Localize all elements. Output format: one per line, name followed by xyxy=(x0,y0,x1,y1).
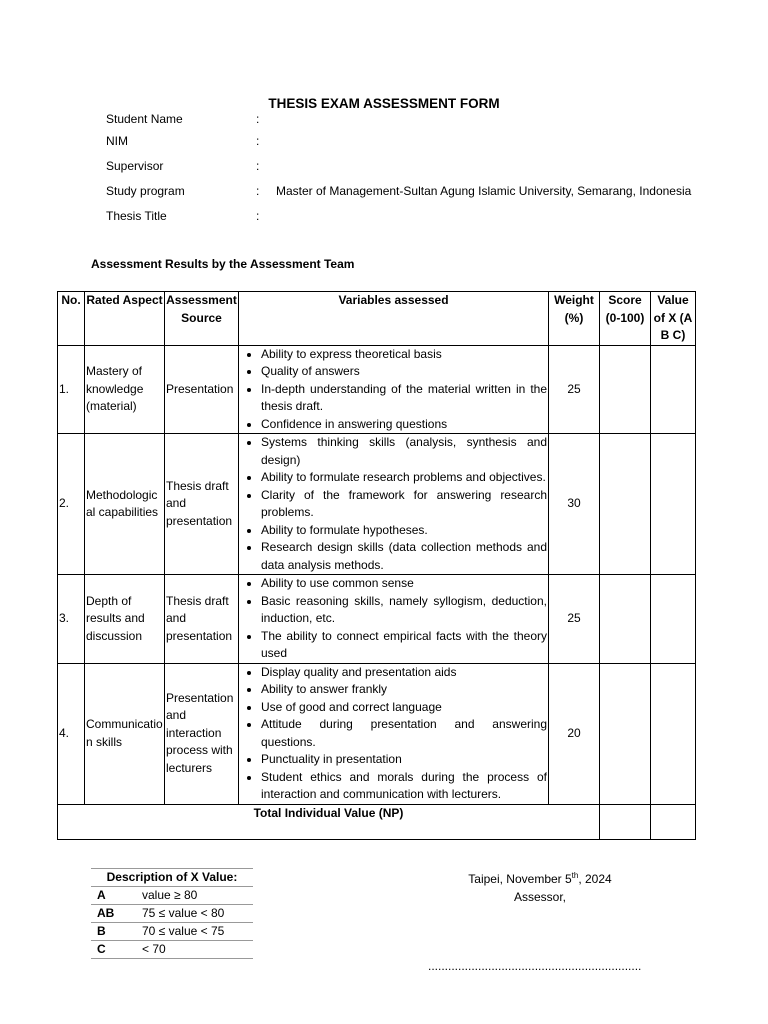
header-source: Assessment Source xyxy=(165,292,239,346)
header-variables: Variables assessed xyxy=(239,292,549,346)
row-score-cell[interactable] xyxy=(600,345,651,434)
header-aspect: Rated Aspect xyxy=(85,292,165,346)
info-label: Thesis Title xyxy=(106,209,167,223)
info-row-supervisor xyxy=(106,158,746,183)
section-heading: Assessment Results by the Assessment Team xyxy=(91,257,355,271)
info-row-thesis-title xyxy=(106,208,746,230)
table-row xyxy=(58,434,696,575)
variable-item: • Confidence in answering questions xyxy=(261,416,547,434)
row-value-cell[interactable] xyxy=(651,345,696,434)
row-weight: 25 xyxy=(549,575,600,664)
row-aspect: Communication skills xyxy=(85,663,165,804)
row-no: 2. xyxy=(58,434,85,575)
signature-block xyxy=(430,870,650,906)
legend-title: Description of X Value: xyxy=(91,869,253,887)
variable-item: • Student ethics and morals during the process of interaction and communication with lecturers. xyxy=(261,769,547,804)
assessor-label: Assessor, xyxy=(513,890,567,904)
legend-key: A xyxy=(91,887,136,905)
total-value-cell[interactable] xyxy=(651,804,696,839)
variable-item: • Punctuality in presentation xyxy=(261,751,547,769)
row-source: Presentation and interaction process with lecturers xyxy=(165,663,239,804)
table-header-row xyxy=(58,292,696,346)
variable-item: • Systems thinking skills (analysis, synthesis and design) xyxy=(261,434,547,469)
row-value-cell[interactable] xyxy=(651,663,696,804)
info-colon: : xyxy=(256,159,260,173)
info-label: Study program xyxy=(106,184,185,198)
row-weight: 20 xyxy=(549,663,600,804)
legend-desc: 70 ≤ value < 75 xyxy=(136,923,253,941)
row-value-cell[interactable] xyxy=(651,434,696,575)
variable-item: • Quality of answers xyxy=(261,363,547,381)
row-variables xyxy=(239,345,549,434)
row-no: 1. xyxy=(58,345,85,434)
info-label: NIM xyxy=(106,134,128,148)
variable-item: • Attitude during presentation and answering questions. xyxy=(261,716,547,751)
variable-item: • Ability to formulate research problems and objectives. xyxy=(261,469,547,487)
info-label: Student Name xyxy=(106,112,183,126)
info-colon: : xyxy=(256,209,260,223)
variable-item: • Research design skills (data collection methods and data analysis methods. xyxy=(261,539,547,574)
row-weight: 30 xyxy=(549,434,600,575)
variable-item: • Display quality and presentation aids xyxy=(261,664,547,682)
legend-row xyxy=(91,887,253,905)
row-variables xyxy=(239,575,549,664)
header-value: Value of X (A B C) xyxy=(651,292,696,346)
variable-item: • Basic reasoning skills, namely syllogism, deduction, induction, etc. xyxy=(261,593,547,628)
row-weight: 25 xyxy=(549,345,600,434)
row-source: Thesis draft and presentation xyxy=(165,575,239,664)
info-colon: : xyxy=(256,134,260,148)
info-value: Master of Management-Sultan Agung Islamic University, Semarang, Indonesia xyxy=(276,184,692,198)
signature-line: ................................................................ xyxy=(428,959,642,973)
date-suffix: th xyxy=(571,871,579,880)
variable-item: • Clarity of the framework for answering research problems. xyxy=(261,487,547,522)
legend-key: AB xyxy=(91,905,136,923)
info-label: Supervisor xyxy=(106,159,164,173)
info-row-nim xyxy=(106,133,746,158)
table-row xyxy=(58,663,696,804)
info-colon: : xyxy=(256,112,260,126)
row-aspect: Mastery of knowledge (material) xyxy=(85,345,165,434)
row-score-cell[interactable] xyxy=(600,663,651,804)
assessment-table xyxy=(57,291,696,840)
row-variables xyxy=(239,434,549,575)
legend-row xyxy=(91,905,253,923)
row-source: Presentation xyxy=(165,345,239,434)
total-row xyxy=(58,804,696,839)
info-row-student-name xyxy=(106,111,746,133)
place-date xyxy=(430,870,650,888)
variable-item: • Ability to express theoretical basis xyxy=(261,346,547,364)
row-source: Thesis draft and presentation xyxy=(165,434,239,575)
row-aspect: Depth of results and discussion xyxy=(85,575,165,664)
header-weight: Weight (%) xyxy=(549,292,600,346)
row-no: 4. xyxy=(58,663,85,804)
legend-desc: < 70 xyxy=(136,941,253,959)
student-info xyxy=(106,111,746,230)
header-score: Score (0-100) xyxy=(600,292,651,346)
legend-desc: 75 ≤ value < 80 xyxy=(136,905,253,923)
legend-key: B xyxy=(91,923,136,941)
x-value-legend xyxy=(91,868,253,959)
variable-item: • Ability to use common sense xyxy=(261,575,547,593)
variable-item: • The ability to connect empirical facts with the theory used xyxy=(261,628,547,663)
row-score-cell[interactable] xyxy=(600,434,651,575)
legend-key: C xyxy=(91,941,136,959)
info-colon: : xyxy=(256,184,260,198)
row-variables xyxy=(239,663,549,804)
table-row xyxy=(58,575,696,664)
variable-item: • Use of good and correct language xyxy=(261,699,547,717)
legend-row xyxy=(91,923,253,941)
header-no: No. xyxy=(58,292,85,346)
total-label: Total Individual Value (NP) xyxy=(58,804,600,839)
place-date-prefix: Taipei, November 5 xyxy=(468,872,572,886)
form-title: THESIS EXAM ASSESSMENT FORM xyxy=(268,96,500,111)
row-value-cell[interactable] xyxy=(651,575,696,664)
table-row xyxy=(58,345,696,434)
legend-row xyxy=(91,941,253,959)
row-score-cell[interactable] xyxy=(600,575,651,664)
row-aspect: Methodological capabilities xyxy=(85,434,165,575)
legend-desc: value ≥ 80 xyxy=(136,887,253,905)
row-no: 3. xyxy=(58,575,85,664)
variable-item: • Ability to formulate hypotheses. xyxy=(261,522,547,540)
info-row-study-program xyxy=(106,183,746,208)
total-score-cell[interactable] xyxy=(600,804,651,839)
year: , 2024 xyxy=(578,872,612,886)
variable-item: • In-depth understanding of the material written in the thesis draft. xyxy=(261,381,547,416)
variable-item: • Ability to answer frankly xyxy=(261,681,547,699)
